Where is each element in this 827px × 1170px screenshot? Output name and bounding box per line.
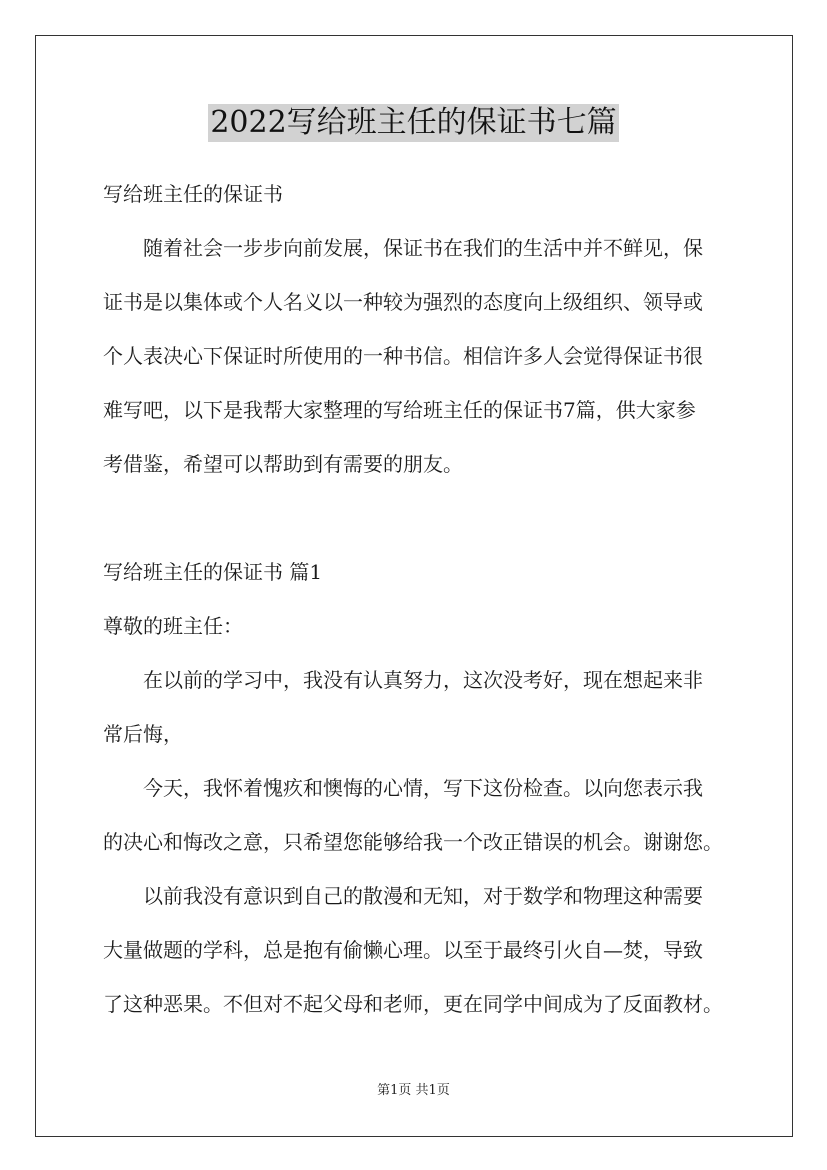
paragraph-line: 大量做题的学科，总是抱有偷懒心理。以至于最终引火自—焚，导致	[103, 938, 703, 962]
page-number: 第1页 共1页	[377, 1083, 450, 1098]
paragraph-line: 随着社会一步步向前发展，保证书在我们的生活中并不鲜见，保	[143, 236, 703, 260]
document-title: 2022写给班主任的保证书七篇	[210, 105, 617, 140]
title-container	[0, 104, 827, 142]
paragraph-line: 今天，我怀着愧疚和懊悔的心情，写下这份检查。以向您表示我	[143, 776, 703, 800]
paragraph-line: 难写吧，以下是我帮大家整理的写给班主任的保证书7篇，供大家参	[103, 398, 696, 422]
paragraph-line: 考借鉴，希望可以帮助到有需要的朋友。	[103, 452, 463, 476]
paragraph-line: 的决心和悔改之意，只希望您能够给我一个改正错误的机会。谢谢您。	[103, 830, 723, 854]
section-heading: 写给班主任的保证书	[103, 182, 283, 206]
paragraph-line: 在以前的学习中，我没有认真努力，这次没考好，现在想起来非	[143, 668, 703, 692]
paragraph-line: 证书是以集体或个人名义以一种较为强烈的态度向上级组织、领导或	[103, 290, 703, 314]
paragraph-line: 个人表决心下保证时所使用的一种书信。相信许多人会觉得保证书很	[103, 344, 703, 368]
paragraph-line: 了这种恶果。不但对不起父母和老师，更在同学中间成为了反面教材。	[103, 992, 723, 1016]
paragraph-line: 以前我没有意识到自己的散漫和无知，对于数学和物理这种需要	[143, 884, 703, 908]
paragraph-line: 常后悔，	[103, 722, 183, 746]
salutation: 尊敬的班主任：	[103, 614, 243, 638]
section-heading: 写给班主任的保证书 篇1	[103, 560, 323, 584]
